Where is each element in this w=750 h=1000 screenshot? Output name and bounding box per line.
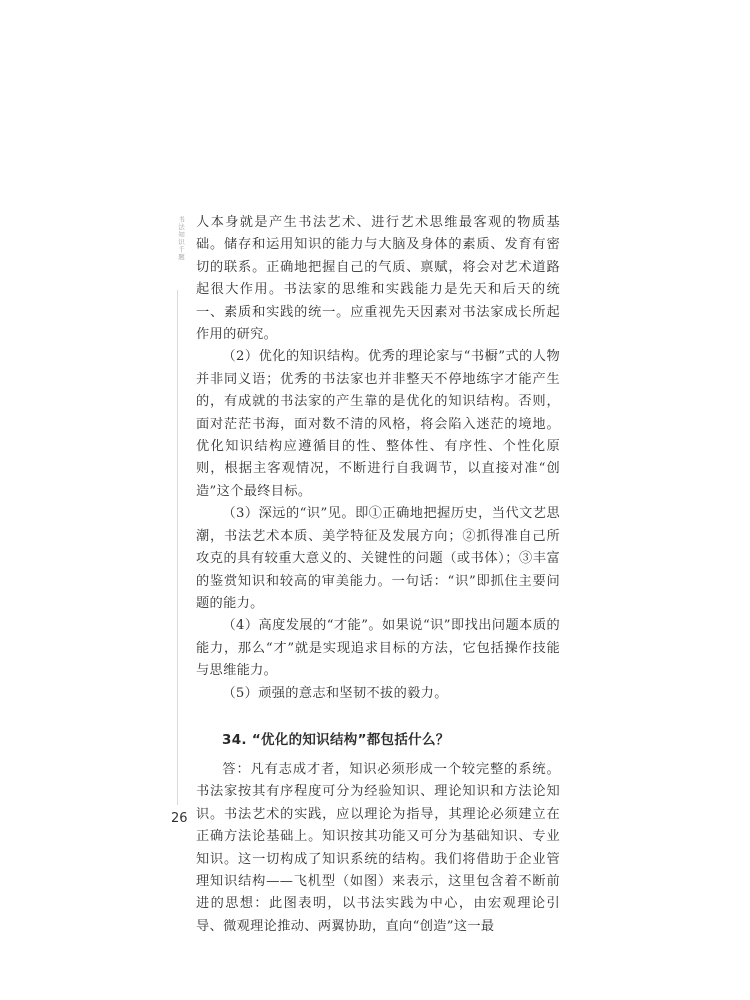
- paragraph-item-2: （2）优化的知识结构。优秀的理论家与“书橱”式的人物并非同义语；优秀的书法家也并非整天不停地练字才能产生的，有成就的书法家的产生靠的是优化的知识结构。否则，面对茫茫书海，面对数不清的风格，将会陷入迷茫的境地。优化知识结构应遵循目的性、整体性、有序性、个性化原则，根据主客观情况，不断进行自我调节，以直接对准“创造”这个最终目标。: [196, 349, 560, 499]
- running-head: 书法知识千题: [177, 216, 185, 261]
- page-number: 26: [171, 811, 188, 826]
- paragraph-item-4: （4）高度发展的“才能”。如果说“识”即找出问题本质的能力，那么“才”就是实现追求目标的方法，它包括操作技能与思维能力。: [196, 618, 560, 679]
- answer-paragraph: 答：凡有志成才者，知识必须形成一个较完整的系统。书法家按其有序程度可分为经验知识、理论知识和方法论知识。书法艺术的实践，应以理论为指导，其理论必须建立在正确方法论基础上。知识按其功能又可分为基础知识、专业知识。这一切构成了知识系统的结构。我们将借助于企业管理知识结构——飞机型（如图）来表示，这里包含着不断前进的思想：此图表明，以书法实践为中心，由宏观理论引导、微观理论推动、两翼协助，直向“创造”这一最: [196, 761, 560, 934]
- paragraph-item-3: （3）深远的“识”见。即①正确地把握历史，当代文艺思潮，书法艺术本质、美学特征及发展方向；②抓得准自己所攻克的具有较重大意义的、关键性的问题（或书体）；③丰富的鉴赏知识和较高的审美能力。一句话：“识”即抓住主要问题的能力。: [196, 506, 560, 611]
- body-text: [196, 212, 560, 938]
- margin-rule: [177, 290, 178, 805]
- paragraph-continuation: 人本身就是产生书法艺术、进行艺术思维最客观的物质基础。储存和运用知识的能力与大脑及身体的素质、发育有密切的联系。正确地把握自己的气质、禀赋，将会对艺术道路起很大作用。书法家的思维和实践能力是先天和后天的统一、素质和实践的统一。应重视先天因素对书法家成长所起作用的研究。: [196, 215, 560, 343]
- section-title: 34. “优化的知识结构”都包括什么？: [222, 731, 450, 748]
- paragraph-item-5: （5）顽强的意志和坚韧不拔的毅力。: [222, 685, 448, 701]
